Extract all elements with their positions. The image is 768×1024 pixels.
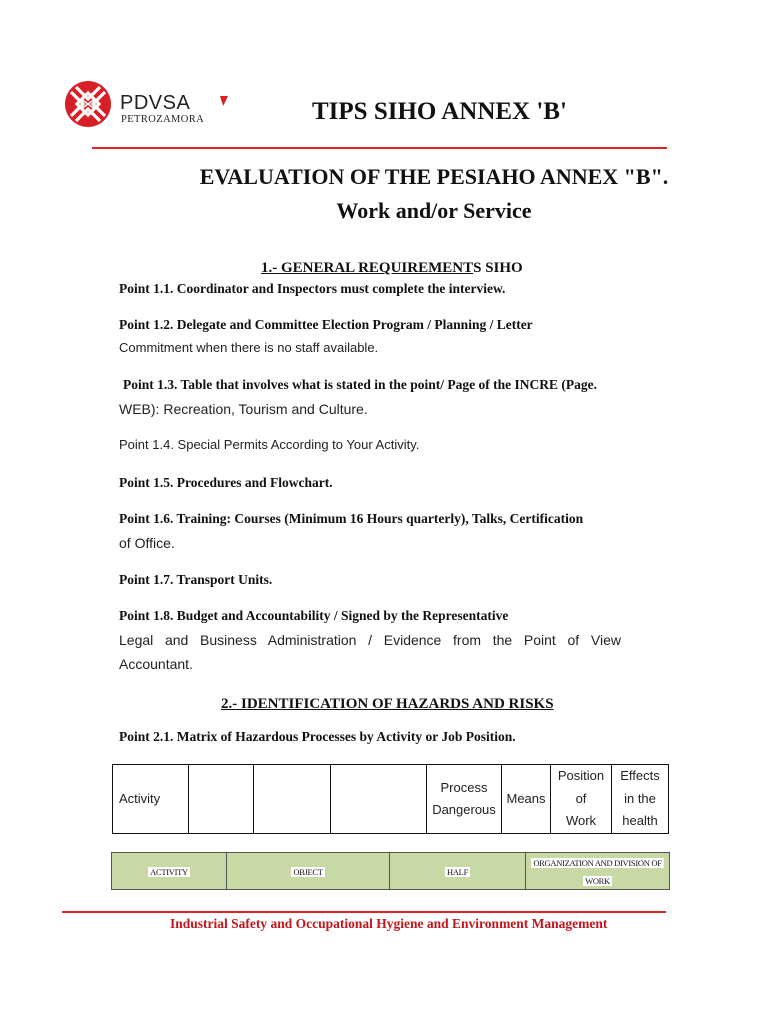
logo-subtitle: PETROZAMORA <box>121 114 205 125</box>
table-cell-text: of <box>575 790 587 806</box>
table-cell-text: health <box>622 813 658 829</box>
point-1-3-continuation: WEB): Recreation, Tourism and Culture. <box>119 401 368 417</box>
table-cell-text: Process <box>440 779 488 795</box>
point-1-5: Point 1.5. Procedures and Flowchart. <box>119 475 333 490</box>
point-1-2-continuation: Commitment when there is no staff available. <box>119 340 379 355</box>
point-1-6-continuation: of Office. <box>119 535 175 551</box>
table-header-label: OBJECT <box>293 867 323 877</box>
table-cell-text: Dangerous <box>432 802 496 817</box>
section-heading-underlined: 1.- GENERAL REQUIREMENT <box>261 260 474 276</box>
table-cell-text: Position <box>557 768 605 784</box>
footer-divider <box>62 911 666 913</box>
table-header-label: WORK <box>585 876 610 886</box>
table-cell-position <box>551 765 612 834</box>
table-header-label: ORGANIZATION AND DIVISION OF <box>533 858 662 868</box>
table-row <box>112 853 670 890</box>
hazard-matrix-table <box>112 764 669 834</box>
point-1-8-continuation-2: Accountant. <box>119 656 193 672</box>
point-1-1: Point 1.1. Coordinator and Inspectors must complete the interview. <box>119 281 506 296</box>
point-1-8-continuation-1: Legal and Business Administration / Evidence from the Point of View <box>119 632 621 648</box>
table-header-label: ACTIVITY <box>150 867 188 877</box>
page-title <box>120 160 748 228</box>
point-2-1: Point 2.1. Matrix of Hazardous Processes by Activity or Job Position. <box>119 729 516 744</box>
table-header-activity <box>112 853 227 890</box>
footer-text: Industrial Safety and Occupational Hygiene and Environment Management <box>170 916 608 931</box>
section-heading-general-requirements <box>261 260 523 277</box>
table-header-organization <box>526 853 670 890</box>
table-cell-process <box>427 765 502 834</box>
document-title: TIPS SIHO ANNEX 'B' <box>312 98 567 125</box>
point-1-2: Point 1.2. Delegate and Committee Election Program / Planning / Letter <box>119 317 533 332</box>
pdvsa-logo-icon <box>64 80 112 128</box>
table-cell-empty <box>254 765 331 834</box>
table-cell-means: Means <box>502 765 551 834</box>
point-1-6: Point 1.6. Training: Courses (Minimum 16 Hours quarterly), Talks, Certification <box>119 511 584 526</box>
table-cell-activity: Activity <box>113 765 189 834</box>
point-1-8: Point 1.8. Budget and Accountability / Signed by the Representative <box>119 608 509 623</box>
table-cell-effects <box>612 765 669 834</box>
page-title-line2: Work and/or Service <box>336 198 532 223</box>
table-header-object <box>227 853 390 890</box>
point-1-7: Point 1.7. Transport Units. <box>119 572 273 587</box>
page-title-line1: EVALUATION OF THE PESIAHO ANNEX "B". <box>199 164 669 189</box>
point-1-3: Point 1.3. Table that involves what is stated in the point/ Page of the INCRE (Page. <box>123 377 598 392</box>
section-heading-hazards: 2.- IDENTIFICATION OF HAZARDS AND RISKS <box>221 696 554 712</box>
table-cell-text: in the <box>624 790 656 806</box>
table-cell-text: Work <box>565 813 597 829</box>
section-heading-rest: S SIHO <box>473 260 523 276</box>
table-row <box>113 765 669 834</box>
table-cell-empty <box>331 765 427 834</box>
logo-name: PDVSA <box>120 92 191 114</box>
table-header-half <box>390 853 526 890</box>
table-cell-empty <box>189 765 254 834</box>
table-header-label: HALF <box>447 867 468 877</box>
logo-accent-mark <box>220 96 228 106</box>
activity-header-table <box>111 852 670 890</box>
table-cell-text: Effects <box>620 768 660 784</box>
point-1-4: Point 1.4. Special Permits According to Your Activity. <box>119 437 420 452</box>
header-divider <box>92 147 667 149</box>
